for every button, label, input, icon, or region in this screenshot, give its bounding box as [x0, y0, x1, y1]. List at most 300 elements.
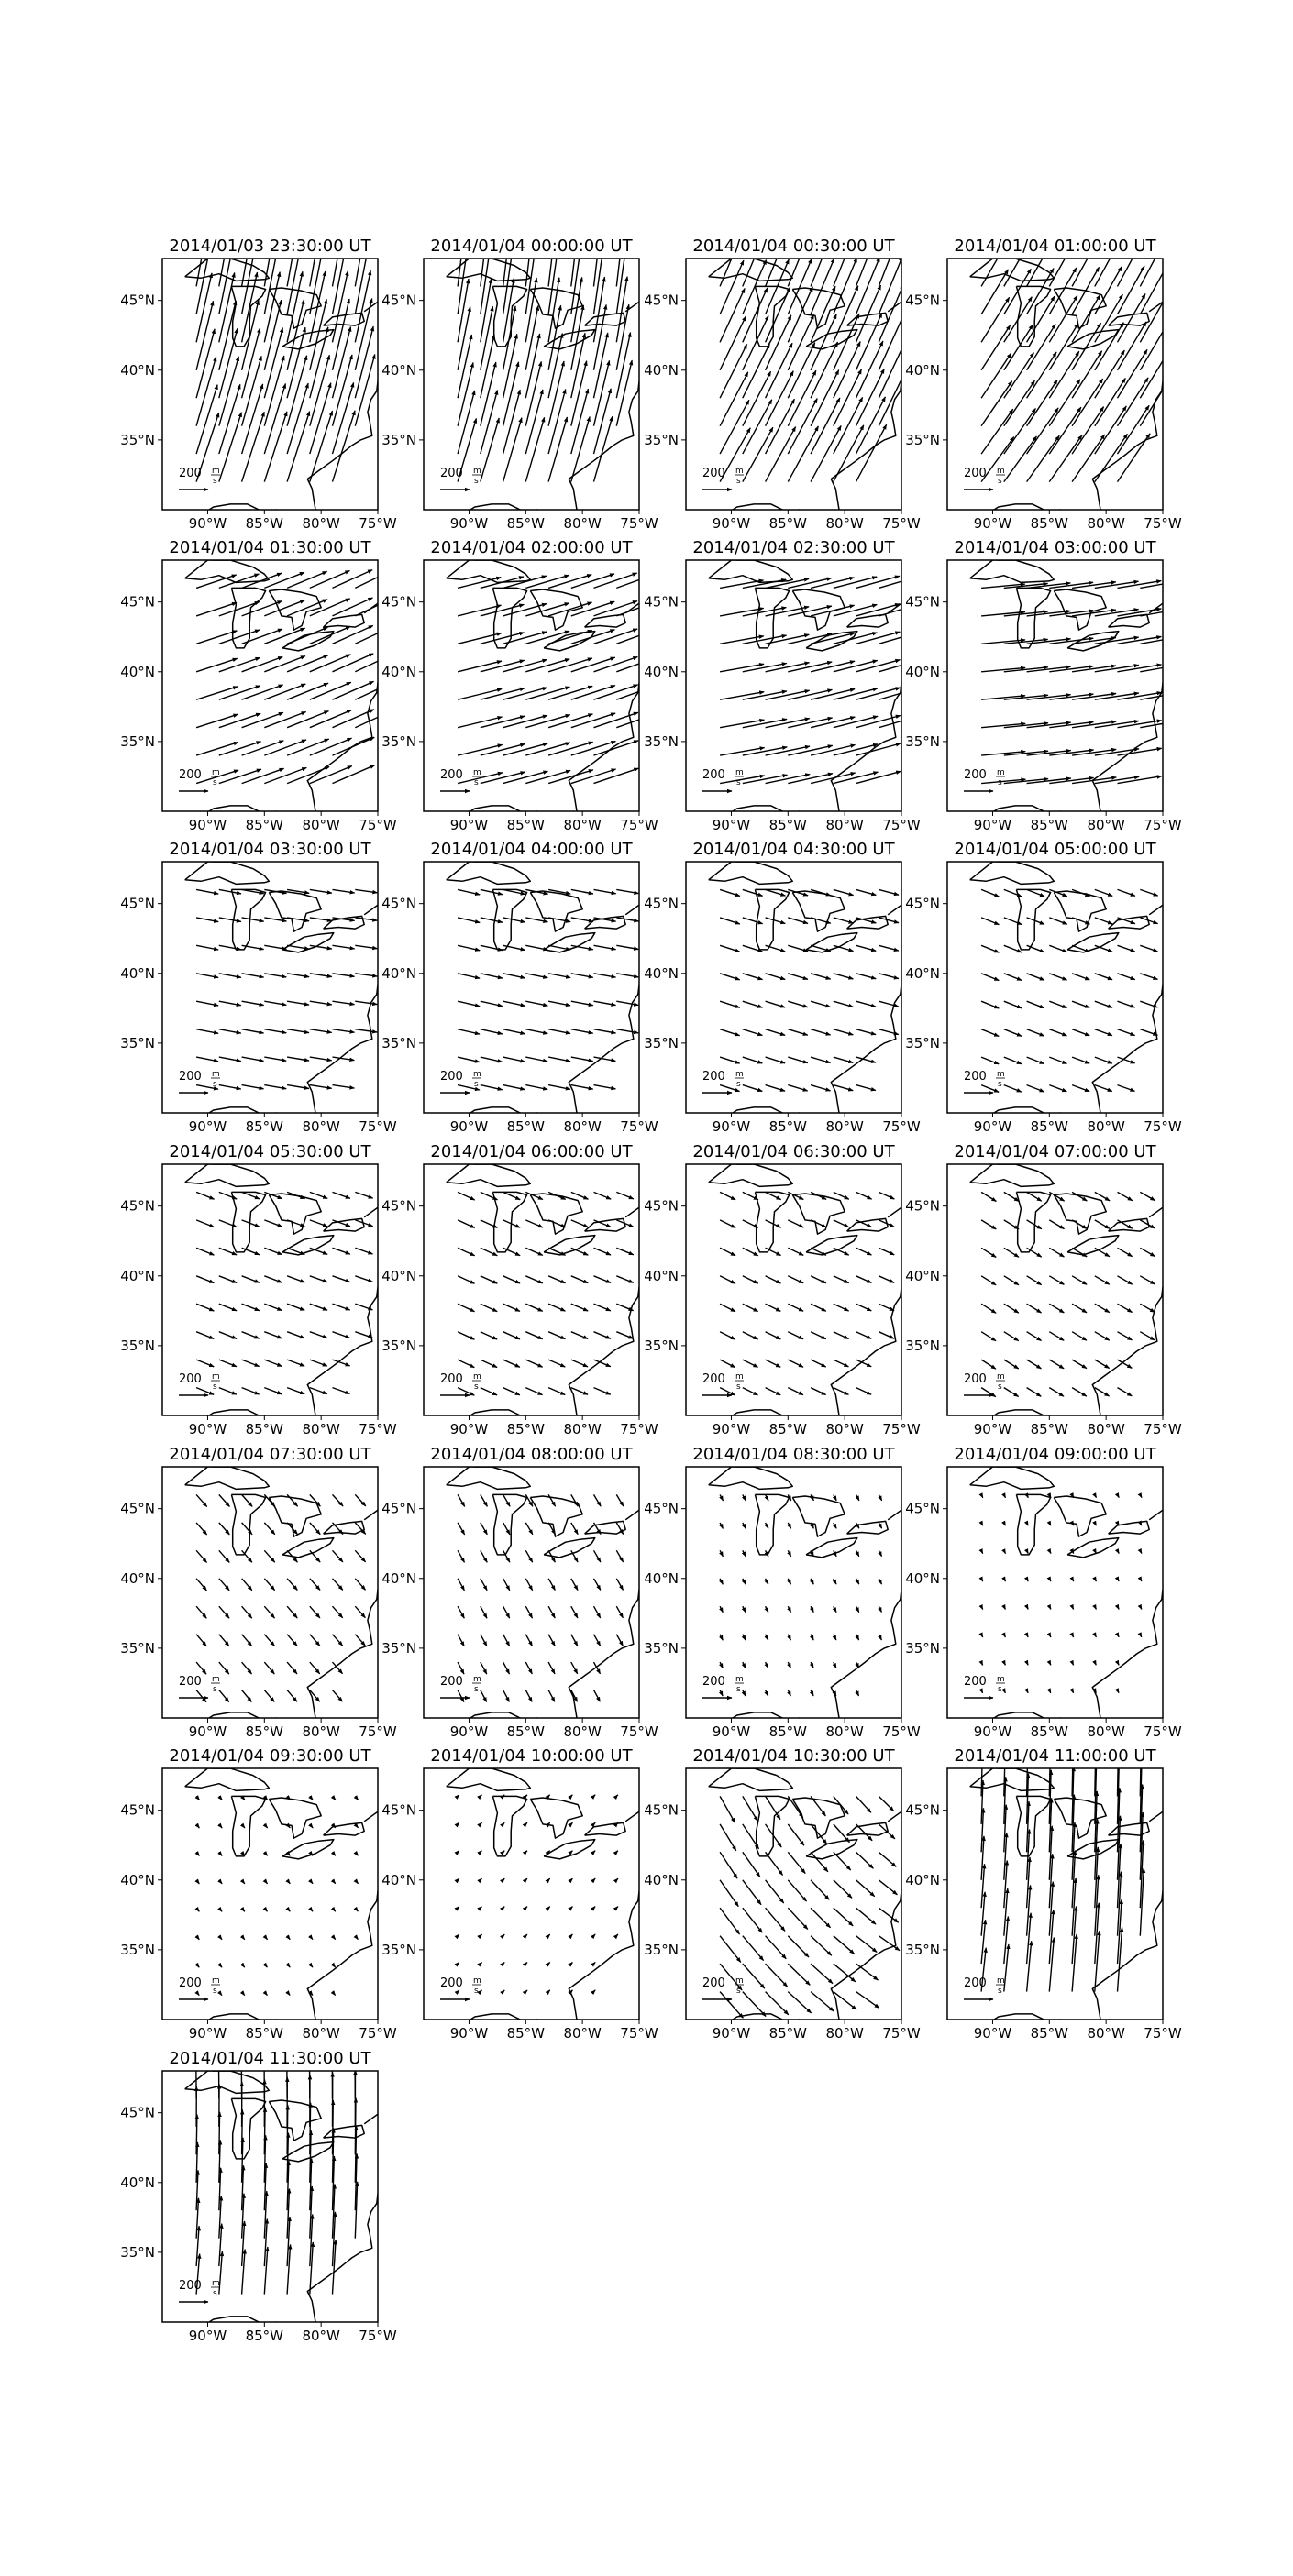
- wind-vector: [834, 577, 877, 588]
- wind-vector: [720, 1192, 735, 1200]
- quiver-panel: [381, 1445, 707, 1740]
- wind-vector: [811, 1880, 829, 1900]
- wind-vector: [310, 1635, 320, 1646]
- x-tick-label: 90°W: [712, 1421, 751, 1437]
- wind-vector: [856, 397, 886, 454]
- wind-vector: [856, 1550, 859, 1556]
- wind-vector: [1095, 1248, 1110, 1256]
- wind-vector: [981, 945, 999, 952]
- wind-vector: [525, 250, 535, 314]
- coast-superior: [447, 1768, 531, 1790]
- y-tick-label: 45°N: [120, 292, 155, 309]
- wind-vector: [594, 573, 637, 588]
- wind-vector: [355, 709, 396, 728]
- wind-vector: [594, 1822, 596, 1824]
- wind-vector: [242, 1690, 252, 1702]
- wind-vector: [1118, 1085, 1135, 1092]
- wind-vector: [355, 1908, 358, 1911]
- x-tick-label: 80°W: [302, 1118, 340, 1135]
- wind-vector: [242, 573, 282, 588]
- x-tick-label: 90°W: [712, 817, 751, 833]
- wind-vector: [811, 745, 855, 756]
- wind-vector: [196, 1908, 199, 1911]
- reference-unit-numerator: m: [212, 1675, 220, 1684]
- coast-erie: [544, 330, 595, 349]
- quiver-panel: [644, 1445, 969, 1740]
- wind-vector: [310, 1332, 327, 1338]
- coast-huron: [1054, 891, 1106, 931]
- wind-vector: [219, 630, 260, 644]
- wind-vector: [788, 1579, 790, 1584]
- x-tick-label: 75°W: [1144, 1118, 1182, 1135]
- wind-vector: [458, 1001, 480, 1007]
- y-tick-label: 35°N: [120, 1941, 155, 1958]
- reference-vector-label: 200: [440, 1372, 463, 1386]
- wind-vector: [333, 570, 373, 589]
- reference-vector-label: 200: [179, 768, 202, 782]
- wind-vector: [743, 260, 767, 314]
- wind-vector: [720, 1852, 737, 1878]
- x-tick-label: 85°W: [768, 1421, 808, 1437]
- wind-vector: [1095, 1085, 1112, 1092]
- wind-vector: [264, 1579, 274, 1591]
- wind-vector: [242, 629, 282, 644]
- wind-vector: [1095, 721, 1139, 727]
- wind-vector: [242, 1992, 245, 1996]
- wind-vector: [458, 1494, 465, 1506]
- wind-vector: [834, 716, 878, 727]
- wind-vector: [503, 660, 547, 672]
- wind-vector: [879, 1550, 881, 1556]
- wind-vector: [219, 1332, 237, 1339]
- wind-vector: [196, 1635, 206, 1646]
- wind-vector: [1072, 1690, 1074, 1693]
- coast-ontario: [585, 614, 626, 627]
- x-tick-label: 80°W: [1087, 817, 1125, 833]
- vector-field: [720, 1494, 882, 1696]
- wind-vector: [1049, 380, 1080, 426]
- wind-vector: [481, 1635, 487, 1646]
- wind-vector: [1049, 1248, 1064, 1257]
- reference-unit-denominator: s: [213, 1382, 217, 1392]
- wind-vector: [1095, 749, 1139, 755]
- wind-vector: [1118, 974, 1135, 980]
- reference-unit-denominator: s: [998, 1685, 1002, 1694]
- coast-stlaw: [1149, 1164, 1231, 1217]
- wind-vector: [811, 717, 855, 728]
- wind-vector: [766, 371, 794, 426]
- coast-erie: [282, 1236, 334, 1255]
- coast-huron: [269, 589, 321, 630]
- wind-vector: [1118, 889, 1135, 896]
- wind-vector: [525, 1963, 527, 1965]
- wind-vector: [242, 1057, 264, 1061]
- vector-field: [458, 1192, 634, 1395]
- coast-erie: [544, 1538, 595, 1558]
- wind-vector: [616, 304, 629, 370]
- x-tick-label: 75°W: [359, 817, 397, 833]
- wind-vector: [525, 575, 569, 588]
- wind-vector: [481, 918, 503, 922]
- wind-vector: [219, 384, 240, 454]
- wind-vector: [594, 1276, 612, 1283]
- coast-michigan: [755, 1796, 789, 1856]
- y-tick-label: 45°N: [120, 2104, 155, 2121]
- y-tick-label: 45°N: [120, 1801, 155, 1819]
- wind-vector: [1049, 1388, 1064, 1397]
- wind-vector: [856, 1085, 876, 1091]
- coast-superior: [709, 1164, 793, 1186]
- wind-vector: [1004, 1057, 1022, 1064]
- wind-vector: [242, 1388, 260, 1394]
- wind-vector: [1004, 1220, 1019, 1229]
- wind-vector: [571, 1085, 593, 1090]
- wind-vector: [481, 1963, 482, 1965]
- wind-vector: [1095, 350, 1125, 398]
- wind-vector: [264, 1824, 267, 1828]
- wind-vector: [333, 1964, 336, 1967]
- wind-vector: [503, 632, 547, 644]
- coast-michigan: [492, 1192, 526, 1252]
- y-tick-label: 35°N: [644, 1034, 679, 1051]
- wind-vector: [503, 1029, 525, 1034]
- wind-vector: [811, 314, 836, 370]
- wind-vector: [594, 1192, 612, 1199]
- x-tick-label: 85°W: [1030, 1421, 1069, 1437]
- wind-vector: [525, 1220, 543, 1227]
- coast-ontario: [324, 614, 365, 627]
- coast-michigan: [231, 588, 265, 648]
- x-tick-label: 90°W: [973, 1118, 1012, 1135]
- wind-vector: [310, 1606, 320, 1618]
- wind-vector: [594, 1001, 616, 1005]
- wind-vector: [264, 272, 280, 343]
- wind-vector: [242, 1276, 260, 1282]
- wind-vector: [503, 715, 547, 727]
- wind-vector: [458, 279, 469, 342]
- coast-superior: [185, 2071, 270, 2093]
- wind-vector: [548, 417, 567, 482]
- reference-vector-label: 200: [440, 1675, 463, 1689]
- wind-vector: [458, 1963, 459, 1965]
- wind-vector: [548, 714, 592, 728]
- x-tick-label: 90°W: [973, 2025, 1012, 2042]
- wind-vector: [981, 381, 1012, 426]
- y-tick-label: 45°N: [120, 1197, 155, 1215]
- wind-vector: [1027, 1388, 1042, 1397]
- wind-vector: [879, 1796, 893, 1811]
- wind-vector: [856, 974, 877, 979]
- reference-unit-denominator: s: [736, 1080, 741, 1089]
- wind-vector: [196, 385, 217, 454]
- y-tick-label: 40°N: [120, 1871, 155, 1888]
- wind-vector: [355, 1029, 377, 1032]
- vector-field: [196, 889, 377, 1089]
- wind-vector: [219, 974, 241, 978]
- wind-vector: [766, 918, 786, 924]
- wind-vector: [856, 1635, 859, 1640]
- wind-vector: [766, 1635, 768, 1640]
- wind-vector: [766, 1494, 768, 1501]
- wind-vector: [788, 1824, 804, 1845]
- panel-title: 2014/01/04 07:00:00 UT: [954, 1142, 1156, 1161]
- wind-vector: [264, 740, 306, 755]
- wind-vector: [766, 578, 809, 588]
- wind-vector: [242, 741, 284, 755]
- vector-field: [720, 576, 923, 784]
- y-tick-label: 40°N: [905, 1267, 940, 1284]
- reference-vector-label: 200: [440, 768, 463, 782]
- wind-vector: [219, 413, 242, 482]
- x-tick-label: 90°W: [973, 1421, 1012, 1437]
- x-tick-label: 75°W: [882, 817, 921, 833]
- x-tick-label: 85°W: [1030, 2025, 1069, 2042]
- wind-vector: [1049, 351, 1079, 398]
- wind-vector: [788, 689, 832, 699]
- quiver-panel: [905, 840, 1231, 1135]
- vector-field: [981, 237, 1171, 482]
- wind-vector: [616, 1606, 623, 1618]
- wind-vector: [571, 686, 615, 700]
- wind-vector: [766, 399, 795, 454]
- wind-vector: [879, 1635, 881, 1640]
- coastline: [162, 1758, 446, 2031]
- reference-unit-denominator: s: [474, 1685, 479, 1694]
- wind-vector: [355, 1248, 372, 1254]
- wind-vector: [743, 1248, 758, 1255]
- panel-title: 2014/01/04 02:00:00 UT: [430, 538, 633, 557]
- wind-vector: [264, 1662, 274, 1674]
- wind-vector: [219, 713, 260, 727]
- wind-vector: [355, 945, 377, 948]
- coast-michigan: [1016, 1494, 1050, 1555]
- wind-vector: [548, 631, 592, 644]
- x-tick-label: 80°W: [563, 1421, 602, 1437]
- wind-vector: [879, 1332, 894, 1339]
- reference-vector-label: 200: [702, 1675, 725, 1689]
- wind-vector: [1049, 296, 1078, 343]
- panel-title: 2014/01/04 10:30:00 UT: [692, 1746, 895, 1766]
- wind-vector: [571, 1662, 578, 1674]
- y-tick-label: 35°N: [120, 2243, 155, 2261]
- wind-vector: [766, 1992, 789, 2015]
- wind-vector: [720, 1001, 740, 1007]
- wind-vector: [548, 1332, 565, 1339]
- vector-field: [458, 572, 660, 783]
- wind-vector: [594, 1934, 596, 1936]
- wind-vector: [1049, 1523, 1051, 1525]
- wind-vector: [1118, 294, 1146, 343]
- wind-vector: [788, 918, 808, 924]
- wind-vector: [879, 257, 902, 314]
- x-tick-label: 75°W: [1144, 515, 1182, 532]
- quiver-panel: [905, 1142, 1231, 1437]
- wind-vector: [196, 743, 238, 756]
- wind-vector: [458, 1606, 464, 1618]
- wind-vector: [594, 389, 612, 454]
- wind-vector: [594, 1057, 616, 1061]
- wind-vector: [1095, 637, 1139, 644]
- coast-stlaw: [1149, 862, 1231, 915]
- wind-vector: [743, 1360, 758, 1367]
- coast-ontario: [847, 1822, 889, 1835]
- wind-vector: [458, 391, 475, 454]
- wind-vector: [856, 1662, 859, 1668]
- x-tick-label: 80°W: [302, 515, 340, 532]
- wind-vector: [856, 1304, 872, 1311]
- wind-vector: [548, 1057, 570, 1062]
- wind-vector: [594, 1963, 596, 1965]
- wind-vector: [788, 1635, 790, 1640]
- wind-vector: [548, 1085, 570, 1090]
- y-tick-label: 35°N: [644, 1639, 679, 1657]
- wind-vector: [219, 1085, 241, 1089]
- x-tick-label: 75°W: [620, 1421, 658, 1437]
- y-tick-label: 40°N: [644, 663, 679, 680]
- y-tick-label: 45°N: [644, 895, 679, 912]
- wind-vector: [287, 1662, 297, 1674]
- wind-vector: [1004, 1579, 1006, 1581]
- y-tick-label: 35°N: [644, 1941, 679, 1958]
- coast-huron: [792, 1496, 845, 1536]
- wind-vector: [1140, 1606, 1142, 1609]
- panel-title: 2014/01/04 04:30:00 UT: [692, 840, 895, 859]
- vector-field: [196, 569, 397, 784]
- wind-vector: [196, 1964, 199, 1967]
- wind-vector: [333, 1992, 336, 1996]
- wind-vector: [503, 362, 519, 426]
- reference-unit-numerator: m: [997, 1675, 1005, 1684]
- wind-vector: [481, 1494, 488, 1506]
- wind-vector: [1095, 918, 1112, 924]
- wind-vector: [743, 1606, 746, 1613]
- wind-vector: [981, 1248, 996, 1257]
- coast-huron: [1054, 1798, 1106, 1838]
- wind-vector: [981, 974, 999, 981]
- wind-vector: [503, 1851, 505, 1853]
- quiver-panel: [905, 237, 1231, 532]
- coast-superior: [709, 862, 793, 884]
- wind-vector: [766, 607, 810, 616]
- wind-vector: [743, 719, 787, 727]
- wind-vector: [458, 335, 471, 398]
- wind-vector: [1118, 1332, 1133, 1340]
- coast-ontario: [1109, 1521, 1150, 1534]
- wind-vector: [355, 1276, 372, 1282]
- wind-vector: [1049, 1276, 1064, 1285]
- x-tick-label: 90°W: [712, 515, 751, 532]
- wind-vector: [219, 1852, 222, 1855]
- reference-vector-label: 200: [964, 768, 987, 782]
- coast-michigan: [755, 1494, 789, 1555]
- reference-unit-numerator: m: [473, 1675, 481, 1684]
- wind-vector: [1140, 1304, 1155, 1312]
- wind-vector: [571, 1001, 593, 1006]
- wind-vector: [196, 889, 218, 894]
- x-tick-label: 85°W: [768, 817, 808, 833]
- wind-vector: [1140, 1248, 1155, 1256]
- wind-vector: [548, 1029, 570, 1034]
- wind-vector: [766, 974, 786, 980]
- wind-vector: [1118, 1606, 1120, 1609]
- wind-vector: [219, 1880, 222, 1884]
- wind-vector: [1140, 1523, 1142, 1525]
- wind-vector: [571, 389, 589, 454]
- wind-vector: [481, 974, 503, 978]
- wind-vector: [856, 1579, 859, 1584]
- wind-vector: [834, 1606, 836, 1612]
- coast-michigan: [1016, 286, 1050, 347]
- wind-vector: [856, 771, 901, 783]
- wind-vector: [548, 1907, 550, 1909]
- wind-vector: [355, 1936, 358, 1940]
- y-tick-label: 45°N: [905, 895, 940, 912]
- wind-vector: [766, 775, 811, 784]
- wind-vector: [811, 398, 840, 454]
- wind-vector: [811, 1220, 826, 1227]
- y-tick-label: 40°N: [644, 964, 679, 982]
- wind-vector: [1027, 1579, 1029, 1581]
- wind-vector: [355, 1550, 365, 1562]
- wind-vector: [834, 1936, 855, 1954]
- quiver-panel: [120, 840, 446, 1135]
- wind-vector: [481, 772, 525, 784]
- wind-vector: [1049, 1550, 1051, 1553]
- wind-vector: [594, 1332, 611, 1339]
- wind-vector: [1049, 1635, 1051, 1637]
- wind-vector: [594, 1635, 601, 1646]
- wind-vector: [1118, 1662, 1120, 1665]
- wind-vector: [856, 1332, 872, 1339]
- wind-vector: [743, 1057, 763, 1063]
- vector-field: [720, 1796, 900, 2018]
- coastline: [162, 2061, 446, 2333]
- x-tick-label: 85°W: [1030, 515, 1069, 532]
- wind-vector: [287, 1606, 297, 1618]
- wind-vector: [720, 1248, 735, 1256]
- reference-unit-denominator: s: [998, 778, 1002, 787]
- wind-vector: [548, 602, 591, 616]
- coastline: [424, 1758, 707, 2031]
- wind-vector: [720, 1276, 735, 1283]
- wind-vector: [834, 1635, 836, 1640]
- reference-unit-numerator: m: [473, 1070, 481, 1079]
- reference-unit-numerator: m: [212, 2279, 220, 2288]
- reference-vector-label: 200: [179, 467, 202, 480]
- coast-coast: [307, 2162, 417, 2322]
- wind-vector: [525, 1523, 533, 1535]
- wind-vector: [503, 1690, 510, 1702]
- coast-ontario: [585, 1822, 626, 1835]
- coast-stlaw: [1149, 560, 1231, 613]
- wind-vector: [242, 356, 262, 425]
- wind-vector: [287, 1057, 309, 1061]
- wind-vector: [310, 1001, 332, 1005]
- wind-vector: [571, 1276, 588, 1283]
- wind-vector: [766, 1936, 787, 1959]
- wind-vector: [788, 745, 833, 755]
- wind-vector: [788, 774, 833, 784]
- wind-vector: [856, 1852, 874, 1868]
- wind-vector: [616, 889, 638, 893]
- wind-vector: [788, 314, 813, 370]
- wind-vector: [481, 1085, 503, 1090]
- wind-vector: [1072, 1579, 1074, 1581]
- wind-vector: [743, 1936, 764, 1961]
- vector-field: [458, 889, 638, 1090]
- wind-vector: [355, 1796, 358, 1800]
- wind-vector: [743, 315, 768, 369]
